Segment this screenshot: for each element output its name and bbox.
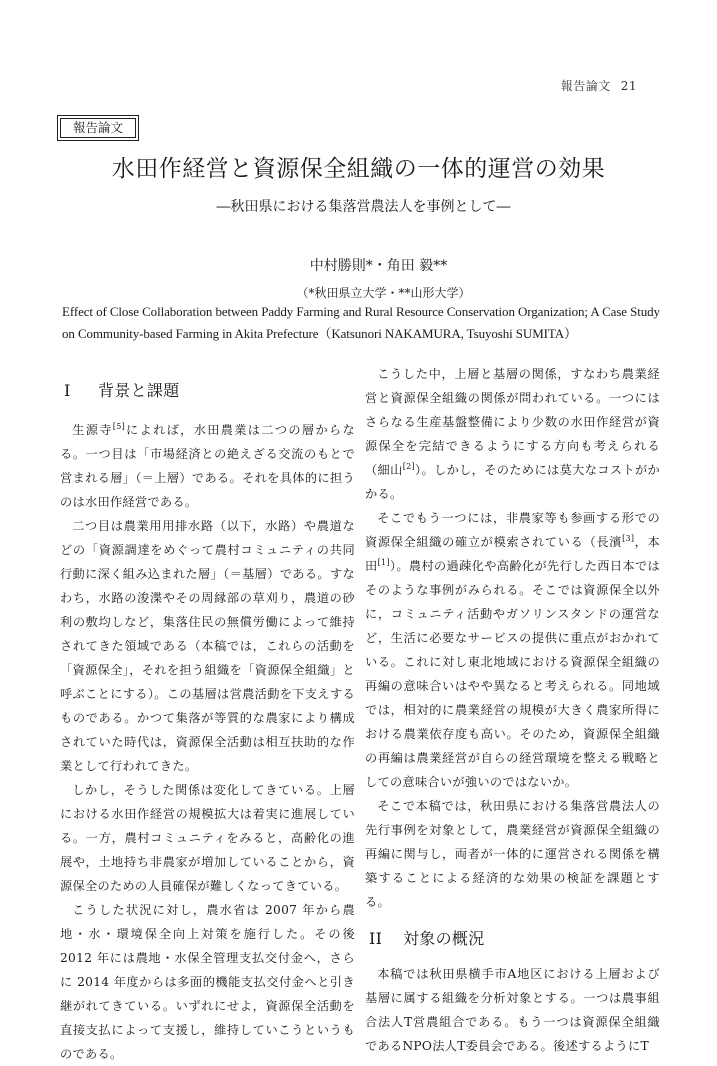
- authors: 中村勝則*・角田 毅**: [309, 258, 448, 274]
- text-run: ）。しかし，そのためには莫大なコストがかかる。: [365, 463, 660, 501]
- section-number: I: [64, 381, 71, 400]
- paragraph: [365, 362, 660, 506]
- paragraph: しかし，そうした関係は変化してきている。上層における水田作経営の規模拡大は着実に進展している。一方，農村コミュニティをみると，高齢化の進展や，土地持ち非農家が増加していることから，資源保全のための人員確保が難しくなってきている。: [60, 783, 355, 893]
- text-run: ）。農村の過疎化や高齢化が先行した西日本ではそのような事例がみられる。そこでは資源保全以外に，コミュニティ活動やガソリンスタンドの運営など，生活に必要なサービスの提供に重点がおかれている。これに対し東北地域における資源保全組織の再編の意味合いはやや異なると考えられる。同地域では，相対的に農業経営の規模が大きく農家所得における農業依存度も高い。そのため，資源保全組織の再編は農業経営が自らの経営環境を整える戦略としての意味合いが強いのではないか。: [365, 559, 660, 789]
- paper-title: 水田作経営と資源保全組織の一体的運営の効果: [111, 156, 606, 182]
- text-run: そこでもう一つには，非農家等も参画する形での資源保全組織の確立が模索されている（長濱: [365, 511, 660, 549]
- column-right: [365, 362, 660, 1058]
- section-heading-1: [64, 380, 355, 402]
- section-number: II: [369, 929, 383, 948]
- paragraph: そこで本稿では，秋田県における集落営農法人の先行事例を対象として，農業経営が資源保全組織の再編に関与し，両者が一体的に運営される関係を構築することによる経済的な効果の検証を課題とする。: [365, 799, 660, 909]
- citation[interactable]: [2]: [402, 461, 415, 471]
- paragraph: [60, 418, 355, 514]
- citation[interactable]: [5]: [112, 421, 126, 431]
- english-title: Effect of Close Collaboration between Paddy Farming and Rural Resource Conservation Organization; A Case Study on Community-based Farming in Akita Prefecture（Katsunori NAKAMURA, Tsuyoshi SUMITA）: [62, 304, 660, 341]
- affiliations: （*秋田県立大学・**山形大学）: [296, 286, 471, 300]
- paragraph: 二つ目は農業用用排水路（以下，水路）や農道などの「資源調達をめぐって農村コミュニティの共同行動に深く組み込まれた層」（＝基層）である。すなわち，水路の浚渫やその周縁部の草刈り，農道の砂利の敷均しなど，集落住民の無償労働によって維持されてきた領域である（本稿では，これらの活動を「資源保全」，それを担う組織を「資源保全組織」と呼ぶことにする）。この基層は営農活動を下支えするものである。かつて集落が等質的な農家により構成されていた時代は，資源保全活動は相互扶助的な作業として行われてきた。: [60, 519, 355, 773]
- running-head-label: 報告論文: [560, 79, 611, 93]
- paragraph: こうした状況に対し，農水省は 2007 年から農地・水・環境保全向上対策を施行した。その後 2012 年には農地・水保全管理支払交付金へ，さらに 2014 年度からは多面的機能支払交付金へと引き継がれてきている。いずれにせよ，資源保全活動を直接支払によって支援し，維持していこうというものである。: [60, 903, 355, 1061]
- text-run: 生源寺: [72, 423, 113, 437]
- running-head: [561, 77, 637, 94]
- page-number: 21: [620, 79, 637, 93]
- paragraph: 本稿では秋田県横手市A地区における上層および基層に属する組織を分析対象とする。一つは農事組合法人T営農組合である。もう一つは資源保全組織であるNPO法人T委員会である。後述するようにT: [365, 967, 660, 1053]
- text-run: によれば，水田農業は二つの層からなる。一つ目は「市場経済との絶えざる交流のもとで営まれる層」（＝上層）である。それを具体的に担うのは水田作経営である。: [60, 423, 355, 509]
- paper-subtitle: ―秋田県における集落営農法人を事例として―: [216, 199, 511, 215]
- text-run: こうした中，上層と基層の関係，すなわち農業経営と資源保全組織の関係が問われている。一つにはさらなる生産基盤整備により少数の水田作経営が資源保全を完結できるようにする方向も考えられる（細山: [365, 367, 660, 477]
- citation[interactable]: [3]: [622, 533, 635, 543]
- section-title: 背景と課題: [98, 381, 180, 400]
- article-type-badge: [57, 115, 139, 141]
- column-left: [60, 370, 355, 1066]
- section-heading-2: [369, 928, 660, 950]
- article-type-label: 報告論文: [60, 118, 136, 138]
- paragraph: [365, 506, 660, 794]
- text-run: ，本田: [365, 535, 661, 573]
- citation[interactable]: [1]: [377, 557, 390, 567]
- section-title: 対象の概況: [403, 929, 485, 948]
